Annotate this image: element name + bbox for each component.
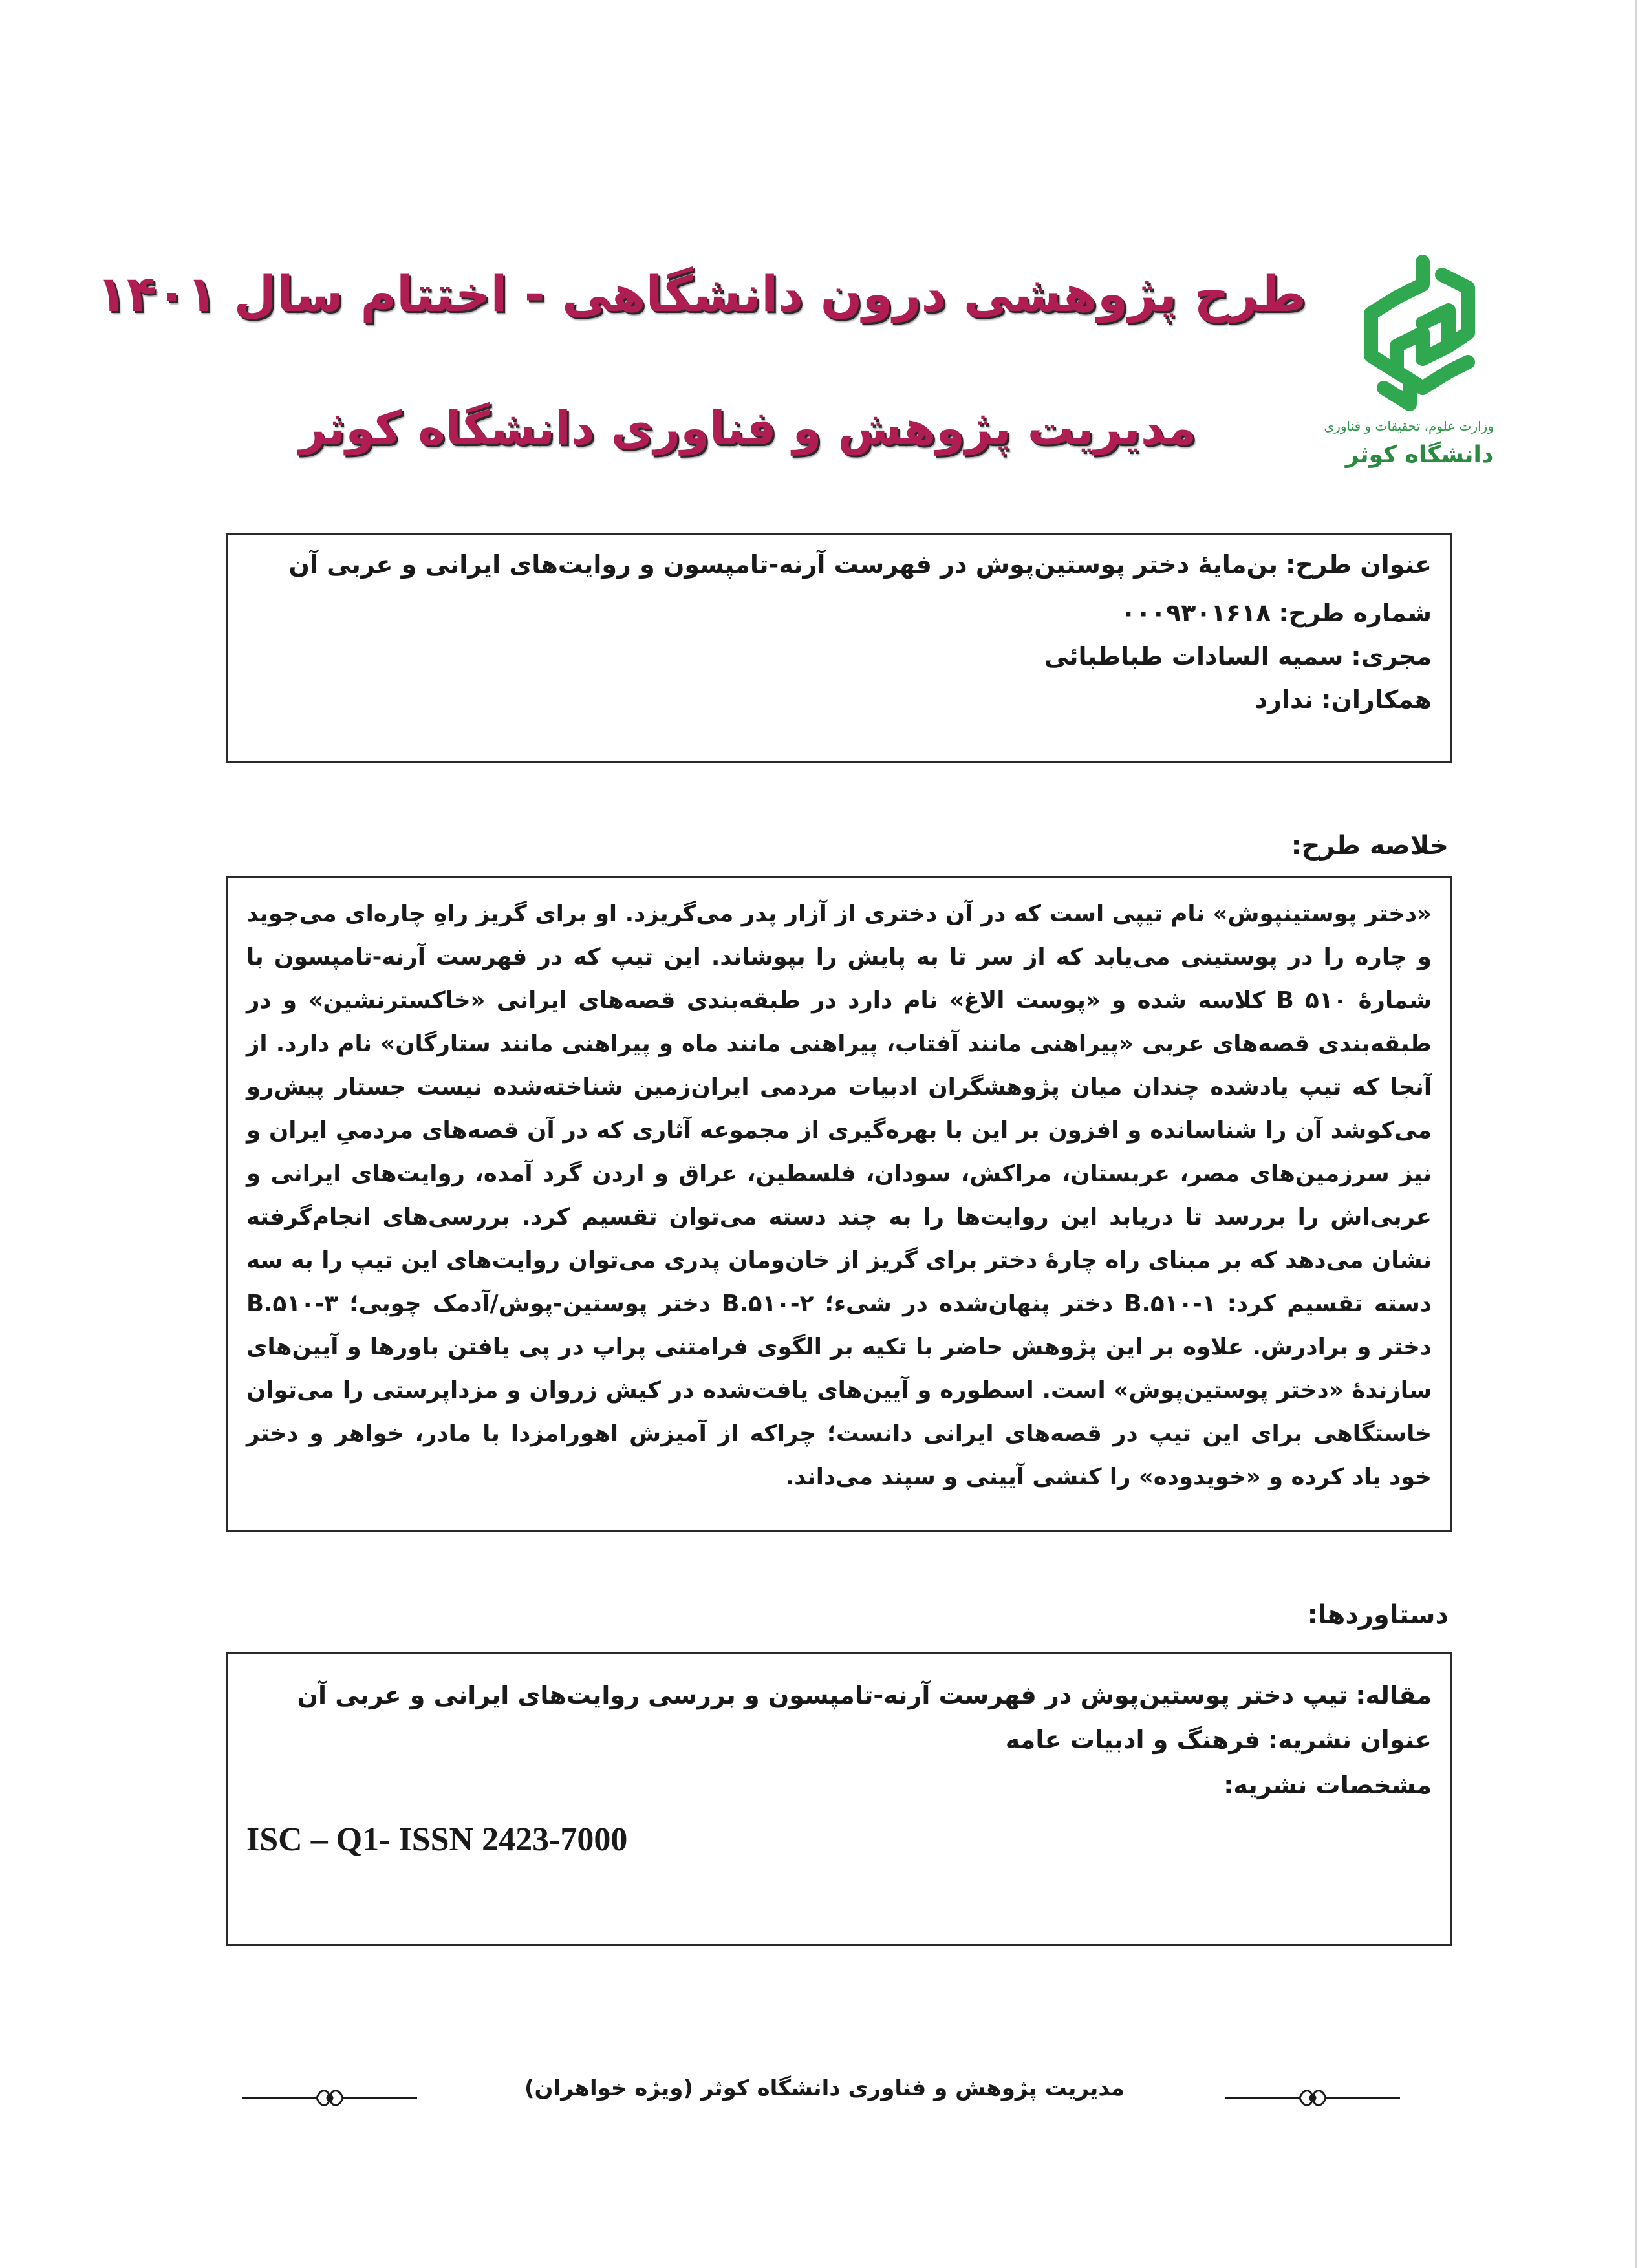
journal-row <box>246 1724 1432 1756</box>
journal-label: عنوان نشریه: <box>1267 1726 1432 1755</box>
project-info-box <box>226 533 1452 763</box>
project-number-value: ۰۰۰۹۳۰۱۶۱۸ <box>1121 599 1271 628</box>
project-number-label: شماره طرح: <box>1278 599 1432 628</box>
page-edge-shadow <box>1635 0 1637 2268</box>
project-title-value: بن‌مایهٔ دختر پوستین‌پوش در فهرست آرنه-تامپسون و روایت‌های ایرانی و عربی آن <box>288 550 1278 579</box>
footer-ornament-right-icon <box>1222 2085 1403 2111</box>
summary-box <box>226 876 1452 1532</box>
summary-text: «دختر پوستینپوش» نام تیپی است که در آن دختری از آزار پدر می‌گریزد. او برای گریز راهِ چاره‌ای می‌جوید و چاره را در پوستینی می‌یابد که از سر تا به پایش را بپوشاند. این تیپ که در فهرست آرنه-تامپسون با شمارهٔ B ۵۱۰ کلاسه شده و «پوست الاغ» نام دارد در طبقه‌بندی قصه‌های ایرانی «خاکسترنشین» و در طبقه‌بندی قصه‌های عربی «پیراهنی مانند آفتاب، پیراهنی مانند ماه و پیراهنی مانند ستارگان» نام دارد. از آنجا که تیپ یادشده چندان میان پژوهشگران ادبیات مردمی ایران‌زمین شناخته‌شده نیست جستار پیش‌رو می‌کوشد آن را شناسانده و افزون بر این با بهره‌گیری از مجموعه آثاری که در آن قصه‌های مردمیِ ایران و نیز سرزمین‌های مصر، عربستان، مراکش، سودان، فلسطین، عراق و اردن گرد آمده، روایت‌های ایرانی و عربی‌اش را بررسد تا دریابد این روایت‌ها را به چند دسته می‌توان تقسیم کرد. بررسی‌های انجام‌گرفته نشان می‌دهد که بر مبنای راه چارهٔ دختر برای گریز از خان‌ومان پدری می‌توان روایت‌های این تیپ را به سه دسته تقسیم کرد: ۱-B.۵۱۰ دختر پنهان‌شده در شیء؛ ۲-B.۵۱۰ دختر پوستین-پوش/آدمک چوبی؛ ۳-B.۵۱۰ دختر و برادرش. علاوه بر این پژوهش حاضر با تکیه بر الگوی فرامتنی پراپ در پی یافتن باورها و آیین‌های سازندهٔ «دختر پوستین‌پوش» است. اسطوره و آیین‌های یافت‌شده در کیش زروان و مزداپرستی را می‌توان خاستگاهی برای این تیپ در قصه‌های ایرانی دانست؛ چراکه از آمیزش اهورامزدا با مادر، خواهر و دختر خود یاد کرده و «خویدوده» را کنشی آیینی و سپند می‌داند. <box>246 901 1432 1490</box>
achievements-heading: دستاوردها: <box>1307 1600 1449 1630</box>
page-subtitle: مدیریت پژوهش و فناوری دانشگاه کوثر <box>299 401 1196 455</box>
journal-specs-row <box>246 1770 1432 1801</box>
achievements-box <box>226 1652 1452 1946</box>
journal-specs-label: مشخصات نشریه: <box>1223 1770 1432 1799</box>
journal-specs-value: ISC – Q1- ISSN 2423-7000 <box>246 1821 628 1859</box>
project-executor-value: سمیه السادات طباطبائی <box>1044 642 1344 671</box>
footer-text: مدیریت پژوهش و فناوری دانشگاه کوثر (ویژه خواهران) <box>524 2075 1125 2101</box>
project-executor-row <box>246 639 1432 674</box>
logo-emblem-icon <box>1345 249 1494 417</box>
logo-caption-main: دانشگاه کوثر <box>1345 442 1494 468</box>
logo-caption-small: وزارت علوم، تحقیقات و فناوری <box>1324 418 1494 434</box>
summary-heading: خلاصه طرح: <box>1291 831 1449 861</box>
project-title-row <box>246 548 1432 581</box>
project-title-label: عنوان طرح: <box>1286 550 1432 579</box>
project-collaborators-label: همکاران: <box>1321 685 1432 714</box>
university-logo <box>1324 249 1494 495</box>
article-label: مقاله: <box>1355 1681 1432 1709</box>
article-value: تیپ دختر پوستین‌پوش در فهرست آرنه-تامپسون و بررسی روایت‌های ایرانی و عربی آن <box>297 1681 1348 1709</box>
journal-value: فرهنگ و ادبیات عامه <box>1005 1726 1260 1755</box>
project-collaborators-value: ندارد <box>1255 685 1314 714</box>
article-row <box>246 1680 1432 1711</box>
project-number-row <box>246 595 1432 631</box>
project-collaborators-row <box>246 682 1432 718</box>
page-title: طرح پژوهشی درون دانشگاهی - اختتام سال ۱۴۰۱ <box>96 265 1306 323</box>
project-executor-label: مجری: <box>1351 642 1432 671</box>
